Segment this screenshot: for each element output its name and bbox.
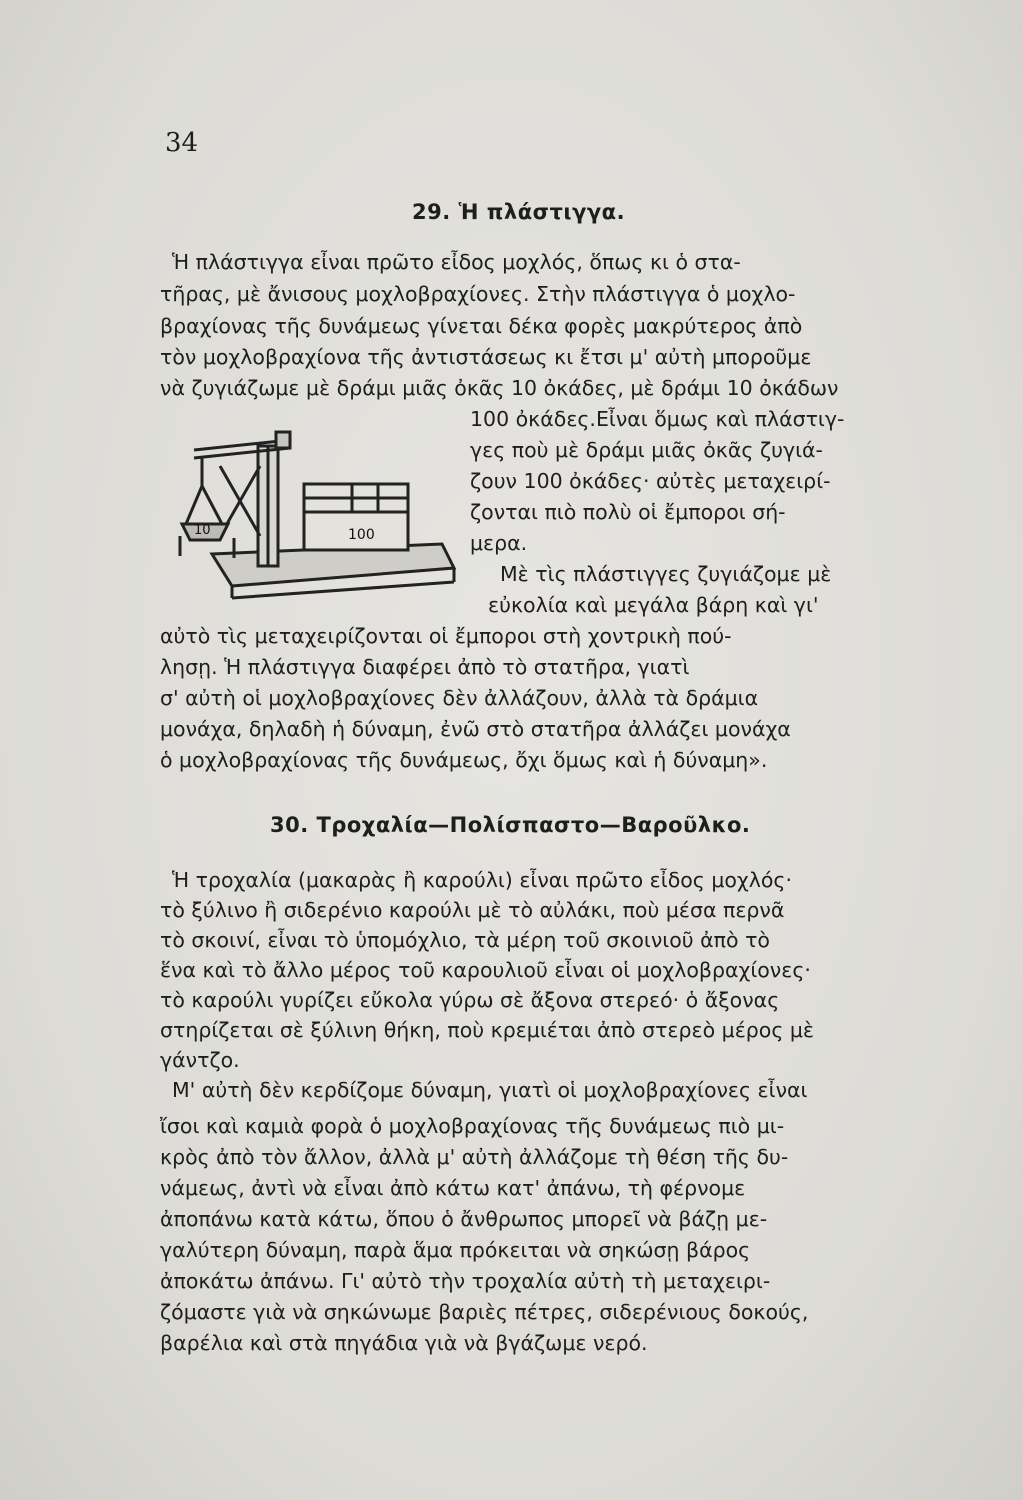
s29-line: βραχίονας τῆς δυνάμεως γίνεται δέκα φορὲς μακρύτερος ἀπὸ: [160, 314, 803, 338]
s29-line: εὐκολία καὶ μεγάλα βάρη καὶ γι': [488, 593, 819, 617]
s30-line: Ἡ τροχαλία (μακαρὰς ἢ καρούλι) εἶναι πρῶτο εἶδος μοχλός·: [172, 868, 792, 892]
s30-line: ἕνα καὶ τὸ ἄλλο μέρος τοῦ καρουλιοῦ εἶναι οἱ μοχλοβραχίονες·: [160, 958, 811, 982]
s29-line: τῆρας, μὲ ἄνισους μοχλοβραχίονες. Στὴν πλάστιγγα ὁ μοχλο-: [160, 282, 796, 306]
s29-line: Ἡ πλάστιγγα εἶναι πρῶτο εἶδος μοχλός, ὅπως κι ὁ στα-: [172, 250, 741, 274]
s30-line: τὸ σκοινί, εἶναι τὸ ὑπομόχλιο, τὰ μέρη τοῦ σκοινιοῦ ἀπὸ τὸ: [160, 928, 770, 952]
page-number: 34: [165, 128, 199, 158]
s30-line: ζόμαστε γιὰ νὰ σηκώνωμε βαριὲς πέτρες, σιδερένιους δοκούς,: [160, 1300, 809, 1324]
s30-line: ἀποκάτω ἀπάνω. Γι' αὐτὸ τὴν τροχαλία αὐτὴ τὴ μεταχειρι-: [160, 1269, 771, 1293]
s29-line: νὰ ζυγιάζωμε μὲ δράμι μιᾶς ὀκᾶς 10 ὀκάδες, μὲ δράμι 10 ὀκάδων: [160, 376, 839, 400]
s30-line: τὸ ξύλινο ἢ σιδερένιο καρούλι μὲ τὸ αὐλάκι, ποὺ μέσα περνᾶ: [160, 898, 785, 922]
s29-line: ὁ μοχλοβραχίονας τῆς δυνάμεως, ὄχι ὅμως καὶ ἡ δύναμη».: [160, 748, 768, 772]
s30-line: Μ' αὐτὴ δὲν κερδίζομε δύναμη, γιατὶ οἱ μοχλοβραχίονες εἶναι: [172, 1078, 808, 1102]
s30-line: νάμεως, ἀντὶ νὰ εἶναι ἀπὸ κάτω κατ' ἀπάνω, τὴ φέρνομε: [160, 1176, 746, 1200]
s30-line: ἴσοι καὶ καμιὰ φορὰ ὁ μοχλοβραχίονας τῆς δυνάμεως πιὸ μι-: [160, 1114, 785, 1138]
s29-line: μερα.: [470, 531, 528, 555]
s29-line: γες ποὺ μὲ δράμι μιᾶς ὀκᾶς ζυγιά-: [470, 438, 823, 462]
s30-line: γάντζο.: [160, 1048, 240, 1072]
s29-line: λησῃ. Ἡ πλάστιγγα διαφέρει ἀπὸ τὸ στατῆρα, γιατὶ: [160, 655, 690, 679]
section-30-heading: 30. Τροχαλία—Πολίσπαστο—Βαροῦλκο.: [270, 813, 751, 837]
s29-line: σ' αὐτὴ οἱ μοχλοβραχίονες δὲν ἀλλάζουν, ἀλλὰ τὰ δράμια: [160, 686, 759, 710]
s29-line: ζονται πιὸ πολὺ οἱ ἔμποροι σή-: [470, 500, 786, 524]
section-29-heading: 29. Ἡ πλάστιγγα.: [412, 200, 626, 224]
s29-line: αὐτὸ τὶς μεταχειρίζονται οἱ ἔμποροι στὴ χοντρικὴ πού-: [160, 624, 732, 648]
s29-line: Μὲ τὶς πλάστιγγες ζυγιάζομε μὲ: [500, 562, 832, 586]
s29-line: μονάχα, δηλαδὴ ἡ δύναμη, ἐνῶ στὸ στατῆρα ἀλλάζει μονάχα: [160, 717, 791, 741]
s29-line: τὸν μοχλοβραχίονα τῆς ἀντιστάσεως κι ἔτσι μ' αὐτὴ μποροῦμε: [160, 345, 812, 369]
s30-line: γαλύτερη δύναμη, παρὰ ἅμα πρόκειται νὰ σηκώσῃ βάρος: [160, 1238, 751, 1262]
s29-line: ζουν 100 ὀκάδες· αὐτὲς μεταχειρί-: [470, 469, 831, 493]
s30-line: στηρίζεται σὲ ξύλινη θήκη, ποὺ κρεμιέται ἀπὸ στερεὸ μέρος μὲ: [160, 1018, 815, 1042]
s30-line: ἀποπάνω κατὰ κάτω, ὅπου ὁ ἄνθρωπος μπορεῖ νὰ βάζῃ με-: [160, 1207, 768, 1231]
figure-box-label: 100: [348, 527, 375, 543]
s30-line: βαρέλια καὶ στὰ πηγάδια γιὰ νὰ βγάζωμε νερό.: [160, 1331, 648, 1355]
s29-line: 100 ὀκάδες.Εἶναι ὅμως καὶ πλάστιγ-: [470, 407, 845, 431]
s30-line: τὸ καρούλι γυρίζει εὔκολα γύρω σὲ ἄξονα στερεό· ὁ ἄξονας: [160, 988, 780, 1012]
figure-weight-label: 10: [194, 523, 211, 538]
platform-scale-illustration: [172, 426, 460, 602]
s30-line: κρὸς ἀπὸ τὸν ἄλλον, ἀλλὰ μ' αὐτὴ ἀλλάζομε τὴ θέση τῆς δυ-: [160, 1145, 789, 1169]
